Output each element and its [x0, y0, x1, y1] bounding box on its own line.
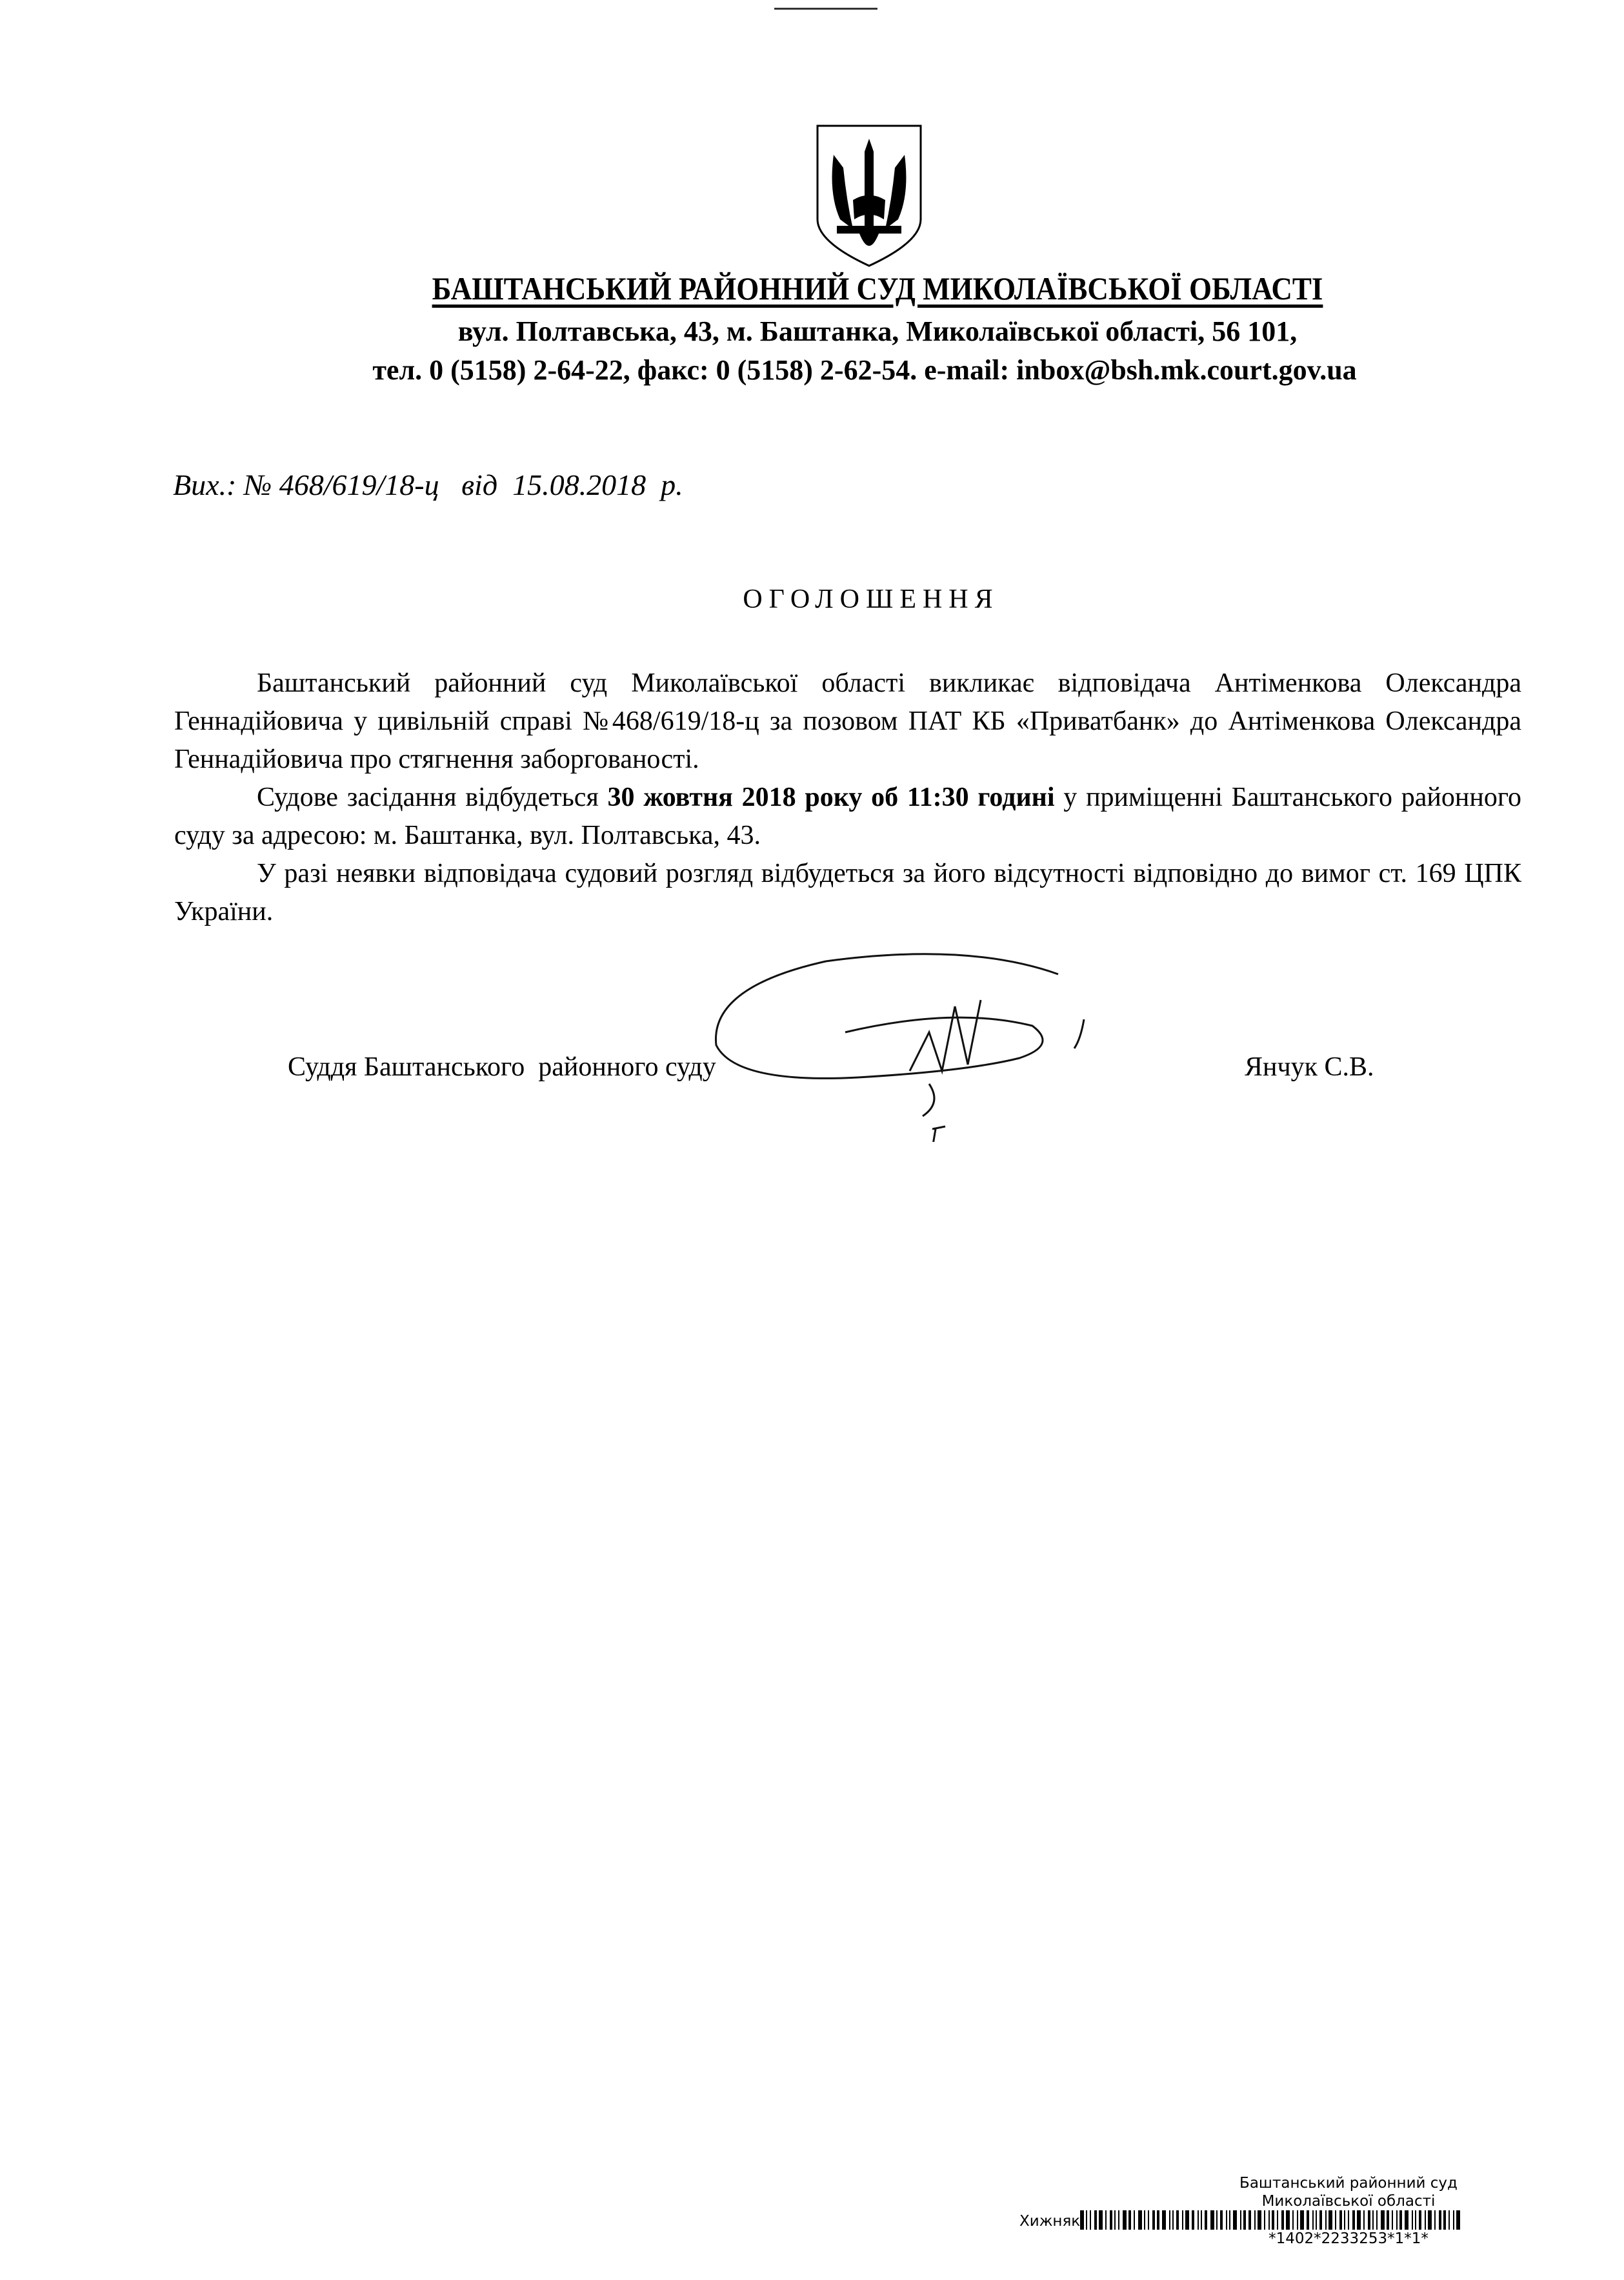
barcode-bar: [1352, 2210, 1355, 2230]
barcode-bar: [1405, 2210, 1408, 2230]
document-heading: ОГОЛОШЕННЯ: [743, 585, 999, 614]
outgoing-number: Вих.: № 468/619/18-ц від 15.08.2018 р.: [173, 468, 683, 501]
barcode-bar: [1169, 2210, 1170, 2230]
barcode-bar: [1372, 2210, 1374, 2230]
barcode-bar: [1123, 2210, 1127, 2230]
barcode-bar: [1439, 2210, 1441, 2230]
barcode-bar: [1198, 2210, 1199, 2230]
barcode-bar: [1387, 2210, 1389, 2230]
barcode-bar: [1396, 2210, 1398, 2230]
barcode-bar: [1268, 2210, 1270, 2230]
barcode-bar: [1182, 2210, 1183, 2230]
barcode: [1080, 2210, 1587, 2230]
court-contacts: тел. 0 (5158) 2-64-22, факс: 0 (5158) 2-62-54. e-mail: inbox@bsh.mk.court.gov.ua: [372, 354, 1357, 386]
barcode-number: *1402*2233253*1*1*: [1268, 2230, 1429, 2247]
barcode-bar: [1157, 2210, 1159, 2230]
barcode-bar: [1399, 2210, 1402, 2230]
barcode-bar: [1264, 2210, 1265, 2230]
barcode-bar: [1339, 2210, 1342, 2230]
court-name: БАШТАНСЬКИЙ РАЙОННИЙ СУД МИКОЛАЇВСЬКОЇ ОБЛАСТІ: [432, 270, 1323, 306]
barcode-bar: [1272, 2210, 1274, 2230]
barcode-bar: [1434, 2210, 1436, 2230]
barcode-bar: [1216, 2210, 1218, 2230]
judge-name: Янчук С.В.: [1245, 1052, 1374, 1082]
barcode-bar: [1229, 2210, 1230, 2230]
barcode-bar: [1300, 2210, 1304, 2230]
barcode-bar: [1419, 2210, 1421, 2230]
hearing-datetime: 30 жовтня 2018 року об 11:30 годині: [607, 783, 1055, 812]
barcode-bar: [1226, 2210, 1227, 2230]
barcode-bar: [1376, 2210, 1378, 2230]
barcode-bar: [1368, 2210, 1370, 2230]
barcode-bar: [1328, 2210, 1332, 2230]
barcode-bar: [1456, 2210, 1460, 2230]
barcode-bar: [1210, 2210, 1214, 2230]
barcode-bar: [1392, 2210, 1393, 2230]
court-address: вул. Полтавська, 43, м. Баштанка, Миколаївської області, 56 101,: [457, 315, 1298, 347]
barcode-bar: [1094, 2210, 1097, 2230]
barcode-bar: [1428, 2210, 1432, 2230]
barcode-bar: [1201, 2210, 1202, 2230]
barcode-bar: [1162, 2210, 1166, 2230]
barcode-bar: [1325, 2210, 1327, 2230]
barcode-bar: [1307, 2210, 1309, 2230]
barcode-bar: [1148, 2210, 1149, 2230]
barcode-bar: [1118, 2210, 1119, 2230]
registration-stamp: [1019, 2174, 1587, 2248]
barcode-bar: [1138, 2210, 1142, 2230]
barcode-bar: [1316, 2210, 1317, 2230]
paragraph-hearing: Судове засідання відбудеться 30 жовтня 2018 року об 11:30 годині у приміщенні Баштанського районного суду за адресою: м. Баштанка, вул. Полтавська, 43.: [174, 783, 1522, 850]
barcode-bar: [1176, 2210, 1179, 2230]
barcode-bar: [1144, 2210, 1145, 2230]
barcode-bar: [1348, 2210, 1349, 2230]
barcode-bar: [1312, 2210, 1314, 2230]
barcode-bar: [1335, 2210, 1336, 2230]
barcode-bar: [1449, 2210, 1450, 2230]
barcode-bar: [1086, 2210, 1087, 2230]
announcement-body: [174, 665, 1521, 931]
barcode-bar: [1114, 2210, 1116, 2230]
barcode-bar: [1286, 2210, 1290, 2230]
handwritten-signature: [697, 935, 1116, 1142]
barcode-bar: [1243, 2210, 1246, 2230]
barcode-bar: [1319, 2210, 1322, 2230]
trident-coat-of-arms-icon: [814, 123, 924, 268]
barcode-bar: [1152, 2210, 1155, 2230]
barcode-bar: [1277, 2210, 1278, 2230]
stamp-court-line1: Баштанський районний суд: [1239, 2175, 1458, 2192]
barcode-bar: [1281, 2210, 1284, 2230]
barcode-bar: [1240, 2210, 1241, 2230]
barcode-bar: [1220, 2210, 1223, 2230]
barcode-bar: [1128, 2210, 1131, 2230]
barcode-bar: [1415, 2210, 1416, 2230]
barcode-bar: [1412, 2210, 1413, 2230]
judge-title: Суддя Баштанського районного суду: [288, 1052, 716, 1082]
barcode-bar: [1453, 2210, 1454, 2230]
paragraph-absence: У разі неявки відповідача судовий розгляд відбудеться за його відсутності відповідно до вимог ст. 169 ЦПК України.: [174, 859, 1521, 926]
barcode-bar: [1185, 2210, 1189, 2230]
barcode-bar: [1297, 2210, 1298, 2230]
paragraph-summons: Баштанський районний суд Миколаївської області викликає відповідача Антіменкова Олександра Геннадійовича у цивільній справі №468/619/18-ц за позовом ПАТ КБ «Приватбанк» до Антіменкова Олександра Геннадійовича про стягнення заборгованості.: [174, 668, 1521, 774]
barcode-bar: [1443, 2210, 1446, 2230]
barcode-bar: [1357, 2210, 1361, 2230]
barcode-bar: [1292, 2210, 1294, 2230]
barcode-bar: [1080, 2210, 1084, 2230]
barcode-bar: [1363, 2210, 1365, 2230]
barcode-bar: [1105, 2210, 1107, 2230]
barcode-bar: [1134, 2210, 1135, 2230]
barcode-bar: [1248, 2210, 1251, 2230]
barcode-bar: [1381, 2210, 1385, 2230]
barcode-bar: [1110, 2210, 1112, 2230]
barcode-bar: [1172, 2210, 1174, 2230]
barcode-bar: [1344, 2210, 1345, 2230]
scan-artifact-line: [774, 8, 877, 10]
barcode-bar: [1425, 2210, 1426, 2230]
barcode-bar: [1254, 2210, 1256, 2230]
barcode-bar: [1192, 2210, 1194, 2230]
barcode-bar: [1099, 2210, 1103, 2230]
barcode-bar: [1205, 2210, 1207, 2230]
barcode-bar: [1233, 2210, 1237, 2230]
stamp-clerk: Хижняк: [1019, 2213, 1081, 2230]
stamp-court-line2: Миколаївської області: [1261, 2193, 1436, 2210]
barcode-bar: [1258, 2210, 1261, 2230]
barcode-bar: [1090, 2210, 1091, 2230]
